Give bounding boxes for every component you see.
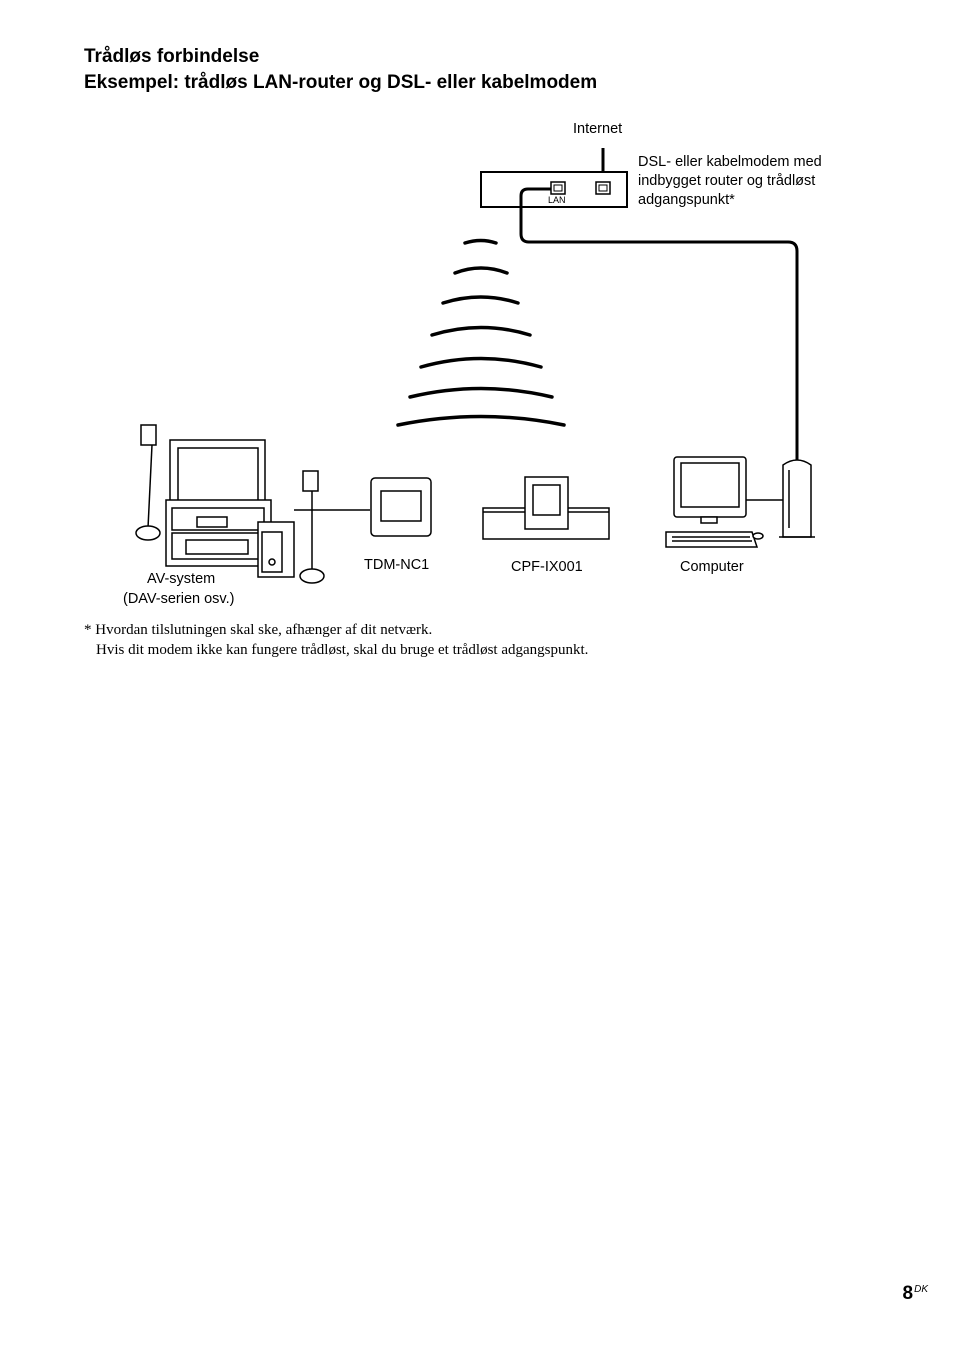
- tdm-nc1-label: TDM-NC1: [364, 557, 430, 573]
- page-number-suffix: DK: [914, 1284, 928, 1295]
- av-system-icon: [136, 425, 370, 583]
- computer-label: Computer: [680, 559, 744, 575]
- wireless-connection-diagram: [0, 0, 954, 620]
- computer-icon: [666, 457, 815, 547]
- lan-cable: [521, 189, 797, 462]
- cpf-ix001-icon: [483, 477, 609, 539]
- page-number-value: 8: [902, 1283, 914, 1304]
- internet-label: Internet: [573, 121, 623, 137]
- lan-port-label: LAN: [548, 195, 566, 205]
- wireless-signal-icon: [398, 241, 564, 426]
- footnote-line2: Hvis dit modem ikke kan fungere trådløst, skal du bruge et trådløst adgangspunkt.: [96, 642, 589, 658]
- page-number: [903, 1283, 928, 1305]
- cpf-ix001-label: CPF-IX001: [511, 559, 583, 575]
- modem-label-line2: indbygget router og trådløst: [638, 173, 816, 189]
- av-system-label-line1: AV-system: [147, 571, 216, 587]
- footnote-line1: * Hvordan tilslutningen skal ske, afhænger af dit netværk.: [84, 622, 433, 638]
- modem-label-line3: adgangspunkt*: [638, 192, 735, 208]
- modem-label-line1: DSL- eller kabelmodem med: [638, 154, 822, 170]
- footnote: [84, 620, 588, 660]
- section-subtitle: Eksempel: trådløs LAN-router og DSL- eller kabelmodem: [84, 72, 598, 93]
- av-system-label-line2: (DAV-serien osv.): [123, 591, 235, 607]
- tdm-nc1-icon: [371, 478, 431, 536]
- section-title: Trådløs forbindelse: [84, 46, 260, 67]
